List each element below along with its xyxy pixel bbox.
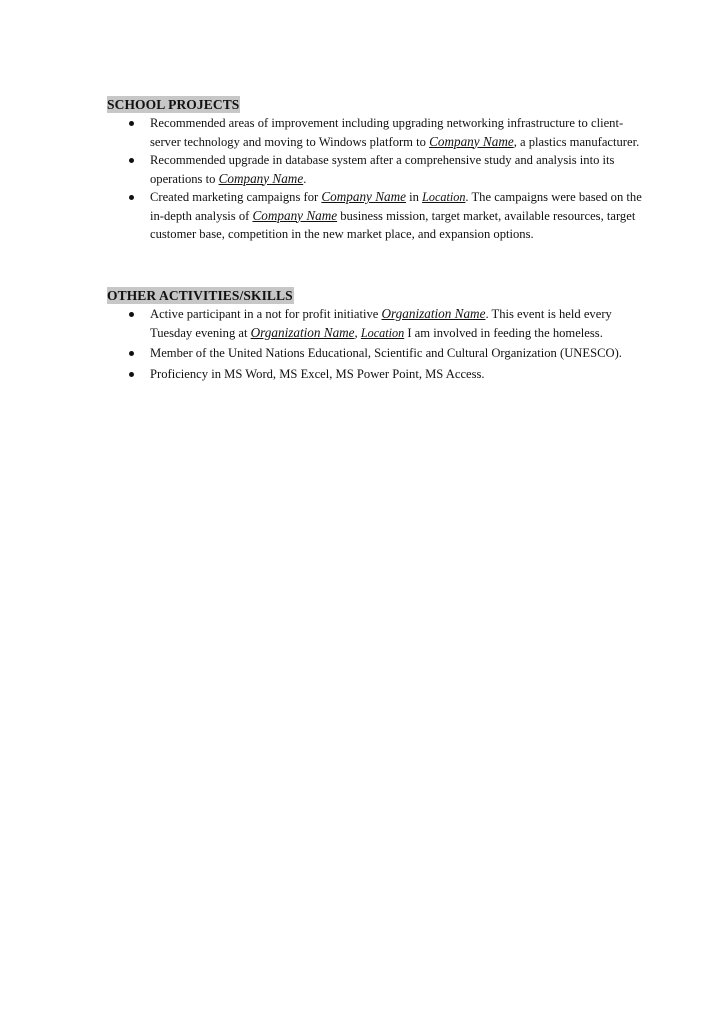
list-item	[107, 114, 652, 151]
company-name-placeholder: Company Name	[321, 189, 406, 204]
item-text: Recommended upgrade in database system after a comprehensive study and analysis into its operations to	[150, 153, 615, 186]
company-name-placeholder: Company Name	[218, 170, 304, 186]
item-text: in	[405, 190, 423, 204]
item-text: Member of the United Nations Educational, Scientific and Cultural Organization (UNESCO).	[150, 346, 622, 360]
other-activities-heading: OTHER ACTIVITIES/SKILLS	[107, 288, 293, 303]
list-item	[107, 305, 652, 342]
list-item	[107, 365, 652, 384]
item-text: Proficiency in MS Word, MS Excel, MS Power Point, MS Access.	[150, 366, 485, 381]
other-activities-list	[107, 305, 652, 383]
location-placeholder: Location	[360, 325, 405, 340]
location-placeholder: Location	[422, 190, 466, 204]
organization-name-placeholder: Organization Name	[381, 306, 486, 321]
other-activities-section	[107, 287, 652, 383]
list-item	[107, 188, 652, 244]
company-name-placeholder: Company Name	[429, 133, 514, 149]
item-text: Created marketing campaigns for	[150, 190, 322, 204]
bullet-icon	[129, 312, 134, 317]
school-projects-list	[107, 114, 652, 244]
item-text: .	[303, 171, 307, 186]
item-text: . The campaigns were based on the in-depth analysis of	[150, 190, 642, 223]
item-text: , a plastics manufacturer.	[513, 134, 640, 149]
item-text: . This event is held every Tuesday evening at	[150, 307, 612, 340]
list-item	[107, 151, 652, 188]
school-projects-section	[107, 96, 652, 244]
item-text: Active participant in a not for profit initiative	[150, 307, 382, 321]
item-text: Recommended areas of improvement including upgrading networking infrastructure to client-server technology and moving to Windows platform to	[150, 116, 624, 149]
company-name-placeholder: Company Name	[252, 207, 338, 223]
bullet-icon	[129, 372, 134, 377]
school-projects-heading: SCHOOL PROJECTS	[107, 97, 240, 112]
bullet-icon	[129, 158, 134, 163]
bullet-icon	[129, 195, 134, 200]
organization-name-placeholder: Organization Name	[250, 324, 355, 340]
bullet-icon	[129, 121, 134, 126]
item-text: I am involved in feeding the homeless.	[404, 325, 603, 340]
item-text: business mission, target market, available resources, target customer base, competition in the new market place, and expansion options.	[150, 208, 636, 241]
list-item	[107, 344, 652, 363]
bullet-icon	[129, 351, 134, 356]
item-text: ,	[354, 325, 361, 340]
